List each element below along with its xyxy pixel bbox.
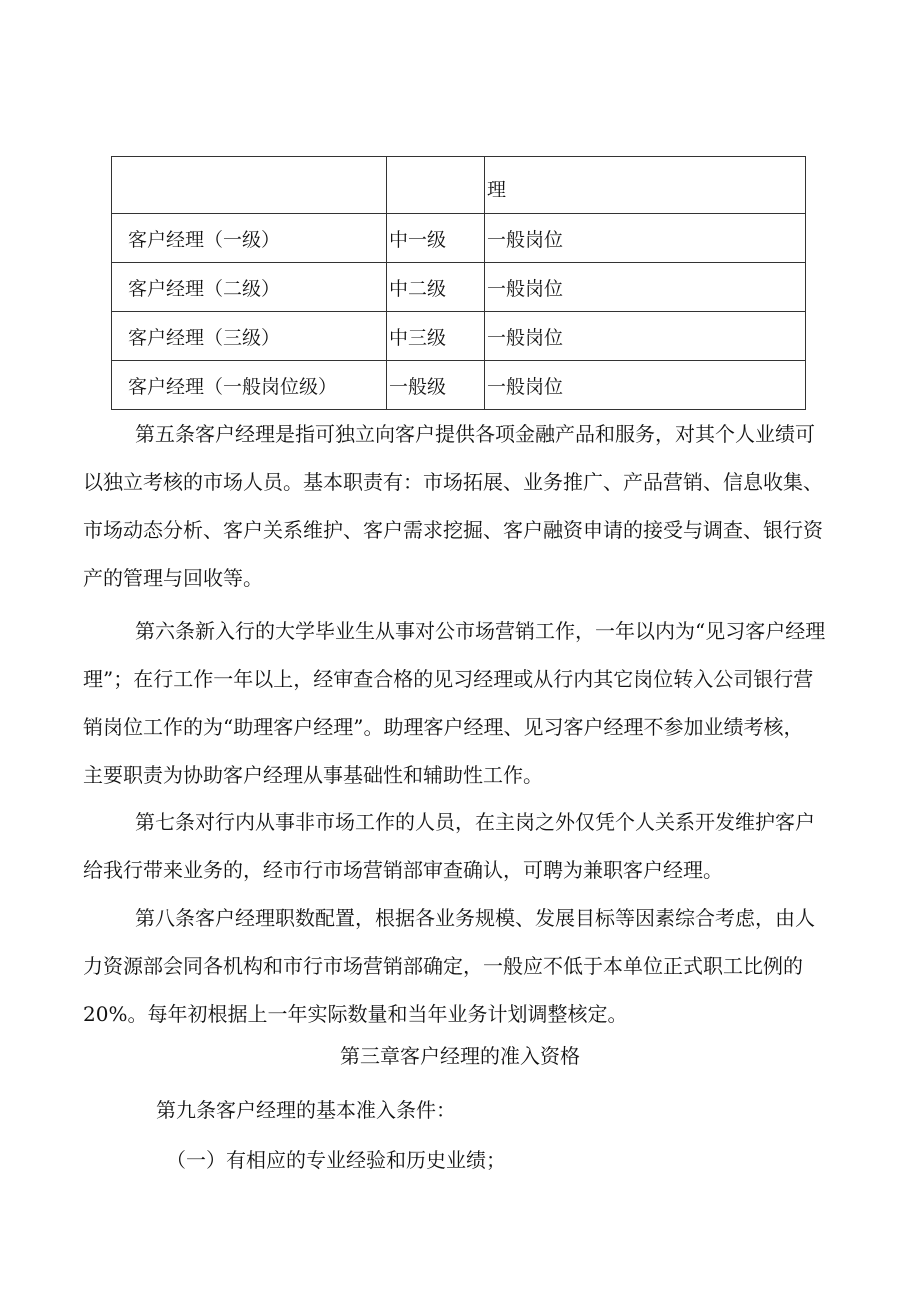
table-header-row [112, 157, 806, 214]
text-line: 主要职责为协助客户经理从事基础性和辅助性工作。 [83, 763, 543, 787]
text-line: 20%。每年初根据上一年实际数量和当年业务计划调整核定。 [83, 1002, 628, 1026]
text-line: 理”；在行工作一年以上，经审查合格的见习经理或从行内其它岗位转入公司银行营 [83, 667, 814, 691]
text-line: 第八条客户经理职数配置，根据各业务规模、发展目标等因素综合考虑，由人 [135, 906, 815, 930]
table-cell [387, 157, 485, 214]
table-row [112, 263, 806, 312]
article-9-item-1: （一）有相应的专业经验和历史业绩； [166, 1148, 506, 1172]
article-8 [83, 894, 843, 1038]
text-line: 市场动态分析、客户关系维护、客户需求挖掘、客户融资申请的接受与调查、银行资 [83, 518, 823, 542]
table-cell: 中三级 [387, 312, 485, 361]
text-line: 以独立考核的市场人员。基本职责有：市场拓展、业务推广、产品营销、信息收集、 [83, 470, 823, 494]
article-6 [83, 607, 843, 799]
table-cell: 一般岗位 [485, 312, 806, 361]
table-cell: 一般岗位 [485, 214, 806, 263]
table-cell: 中二级 [387, 263, 485, 312]
table-cell: 客户经理（二级） [112, 263, 387, 312]
table-cell: 一般岗位 [485, 361, 806, 410]
table-row [112, 312, 806, 361]
table-row [112, 214, 806, 263]
text-line: 销岗位工作的为“助理客户经理”。助理客户经理、见习客户经理不参加业绩考核， [83, 715, 804, 739]
table-cell: 理 [485, 157, 806, 214]
text-line: 第七条对行内从事非市场工作的人员，在主岗之外仅凭个人关系开发维护客户 [135, 810, 815, 834]
table-cell: 一般岗位 [485, 263, 806, 312]
table-cell: 客户经理（三级） [112, 312, 387, 361]
table-row [112, 361, 806, 410]
table-cell: 中一级 [387, 214, 485, 263]
table-cell: 客户经理（一级） [112, 214, 387, 263]
text-line: 第六条新入行的大学毕业生从事对公市场营销工作，一年以内为“见习客户经理 [135, 619, 826, 643]
text-line: 产的管理与回收等。 [83, 566, 263, 590]
article-9-title: 第九条客户经理的基本准入条件： [156, 1098, 456, 1122]
text-line: 第五条客户经理是指可独立向客户提供各项金融产品和服务，对其个人业绩可 [135, 422, 815, 446]
table-cell [112, 157, 387, 214]
text-line: 给我行带来业务的，经市行市场营销部审查确认，可聘为兼职客户经理。 [83, 858, 723, 882]
text-line: 力资源部会同各机构和市行市场营销部确定，一般应不低于本单位正式职工比例的 [83, 954, 803, 978]
article-7 [83, 798, 843, 894]
table-cell: 客户经理（一般岗位级） [112, 361, 387, 410]
table-cell: 一般级 [387, 361, 485, 410]
chapter-3-title: 第三章客户经理的准入资格 [340, 1044, 580, 1068]
article-5 [83, 410, 843, 602]
position-grade-table [111, 156, 806, 410]
